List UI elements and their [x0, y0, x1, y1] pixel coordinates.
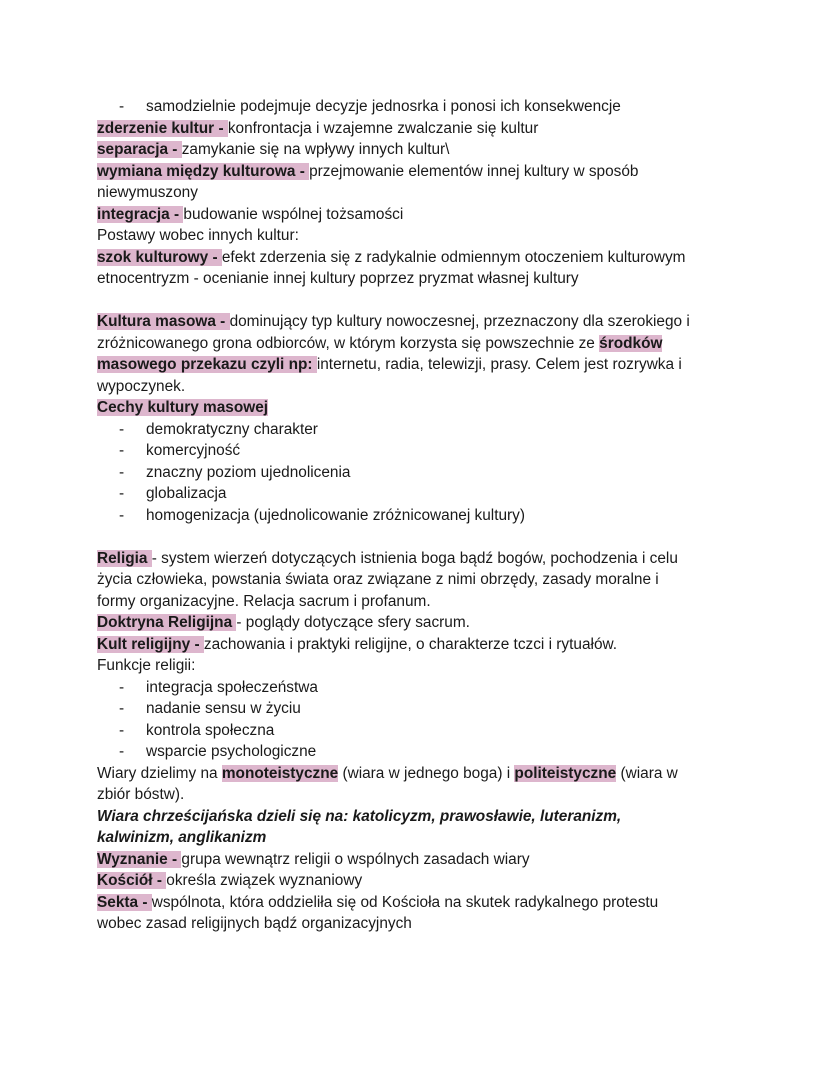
text-segment: samodzielnie podejmuje decyzje jednosrka i ponosi ich konsekwencje: [146, 98, 621, 115]
text-segment: komercyjność: [146, 442, 241, 459]
bullet-dash: -: [119, 721, 125, 739]
blank-line: [97, 290, 757, 312]
text-segment: grupa wewnątrz religii o wspólnych zasadach wiary: [181, 850, 530, 868]
text-segment: życia człowieka, powstania świata oraz związane z nimi obrzędy, zasady moralne i: [97, 571, 659, 588]
highlighted-term: środków: [599, 334, 663, 352]
highlighted-term: integracja -: [97, 205, 184, 223]
bullet-dash: -: [119, 743, 125, 760]
text-segment: budowanie wspólnej tożsamości: [183, 205, 404, 223]
highlighted-term: szok kulturowy -: [97, 248, 222, 266]
text-line: [97, 118, 757, 140]
list-item: [97, 741, 757, 763]
text-segment: kontrola społeczna: [146, 721, 275, 739]
text-line: [97, 849, 757, 871]
highlighted-term: Kultura masowa -: [97, 313, 230, 330]
text-line: [97, 806, 757, 828]
list-item: [97, 720, 757, 742]
text-segment: globalizacja: [146, 485, 227, 502]
highlighted-term: Sekta -: [97, 893, 152, 911]
text-line: [97, 827, 757, 849]
text-segment: zbiór bóstw).: [97, 786, 185, 803]
text-segment: dominujący typ kultury nowoczesnej, przeznaczony dla szerokiego i: [229, 313, 690, 330]
list-item: [97, 483, 757, 505]
text-segment: zamykanie się na wpływy innych kultur\: [181, 141, 450, 158]
list-item: [97, 698, 757, 720]
list-item: [97, 419, 757, 441]
text-line: [97, 354, 757, 376]
bullet-dash: -: [119, 700, 125, 717]
text-segment: wobec zasad religijnych bądź organizacyjnych: [97, 915, 412, 932]
bullet-dash: -: [119, 678, 125, 696]
document-body: [97, 96, 757, 935]
text-line: [97, 182, 757, 204]
bullet-dash: -: [119, 485, 125, 502]
text-segment: integracja społeczeństwa: [146, 678, 318, 696]
text-segment: określa związek wyznaniowy: [166, 872, 363, 889]
highlighted-term: separacja -: [97, 141, 182, 158]
text-line: [97, 548, 757, 570]
highlighted-term: Doktryna Religijna: [97, 614, 237, 631]
text-line: [97, 247, 757, 269]
text-line: [97, 139, 757, 161]
text-segment: (wiara w: [616, 764, 678, 782]
list-item: [97, 505, 757, 527]
blank-line: [97, 526, 757, 548]
highlighted-term: Kościół -: [97, 872, 167, 889]
list-item: [97, 677, 757, 699]
bullet-dash: -: [119, 98, 125, 115]
text-segment: zróżnicowanego grona odbiorców, w którym korzysta się powszechnie ze: [97, 334, 600, 352]
text-line: [97, 870, 757, 892]
highlighted-term: Wyznanie -: [97, 850, 182, 868]
text-segment: konfrontacja i wzajemne zwalczanie się kultur: [227, 119, 539, 137]
text-line: [97, 655, 757, 677]
list-item: [97, 96, 757, 118]
text-segment: znaczny poziom ujednolicenia: [146, 463, 351, 481]
text-line: [97, 913, 757, 935]
highlighted-term: Cechy kultury masowej: [97, 399, 269, 416]
text-segment: przejmowanie elementów innej kultury w sposób: [309, 162, 639, 180]
text-segment: nadanie sensu w życiu: [146, 700, 301, 717]
text-segment: etnocentryzm - ocenianie innej kultury poprzez pryzmat własnej kultury: [97, 270, 579, 287]
text-line: [97, 333, 757, 355]
highlighted-term: Kult religijny -: [97, 635, 204, 653]
text-segment: wypoczynek.: [97, 377, 186, 395]
bullet-dash: -: [119, 463, 125, 481]
text-segment: wspólnota, która oddzieliła się od Kościoła na skutek radykalnego protestu: [151, 893, 659, 911]
list-item: [97, 440, 757, 462]
text-segment: efekt zderzenia się z radykalnie odmiennym otoczeniem kulturowym: [221, 248, 686, 266]
text-segment: Wiary dzielimy na: [97, 764, 222, 782]
text-segment: zachowania i praktyki religijne, o charakterze tczci i rytuałów.: [203, 635, 618, 653]
highlighted-term: zderzenie kultur -: [97, 119, 228, 137]
text-line: [97, 311, 757, 333]
text-segment: - poglądy dotyczące sfery sacrum.: [236, 614, 470, 631]
text-line: [97, 569, 757, 591]
bullet-dash: -: [119, 442, 125, 459]
list-item: [97, 462, 757, 484]
text-segment: demokratyczny charakter: [146, 420, 318, 438]
text-segment: internetu, radia, telewizji, prasy. Celem jest rozrywka i: [316, 356, 682, 373]
text-line: [97, 634, 757, 656]
text-segment: (wiara w jednego boga) i: [338, 764, 515, 782]
text-line: [97, 225, 757, 247]
text-line: [97, 397, 757, 419]
text-line: [97, 892, 757, 914]
text-line: [97, 763, 757, 785]
text-segment: kalwinizm, anglikanizm: [97, 829, 267, 846]
text-segment: Wiara chrześcijańska dzieli się na: katolicyzm, prawosławie, luteranizm,: [97, 807, 622, 825]
bullet-dash: -: [119, 420, 125, 438]
highlighted-term: Religia: [97, 549, 152, 567]
text-line: [97, 591, 757, 613]
text-line: [97, 376, 757, 398]
text-segment: niewymuszony: [97, 184, 198, 201]
highlighted-term: wymiana między kulturowa -: [97, 162, 310, 180]
text-segment: homogenizacja (ujednolicowanie zróżnicowanej kultury): [146, 506, 525, 524]
highlighted-term: monoteistyczne: [221, 764, 339, 782]
text-line: [97, 204, 757, 226]
highlighted-term: masowego przekazu czyli np:: [97, 356, 317, 373]
text-line: [97, 612, 757, 634]
text-segment: formy organizacyjne. Relacja sacrum i profanum.: [97, 592, 431, 610]
text-segment: - system wierzeń dotyczących istnienia boga bądź bogów, pochodzenia i celu: [151, 549, 678, 567]
text-segment: wsparcie psychologiczne: [146, 743, 317, 760]
text-segment: Funkcje religii:: [97, 657, 196, 674]
text-line: [97, 161, 757, 183]
text-line: [97, 784, 757, 806]
text-segment: Postawy wobec innych kultur:: [97, 227, 299, 244]
highlighted-term: politeistyczne: [514, 764, 617, 782]
text-line: [97, 268, 757, 290]
bullet-dash: -: [119, 506, 125, 524]
